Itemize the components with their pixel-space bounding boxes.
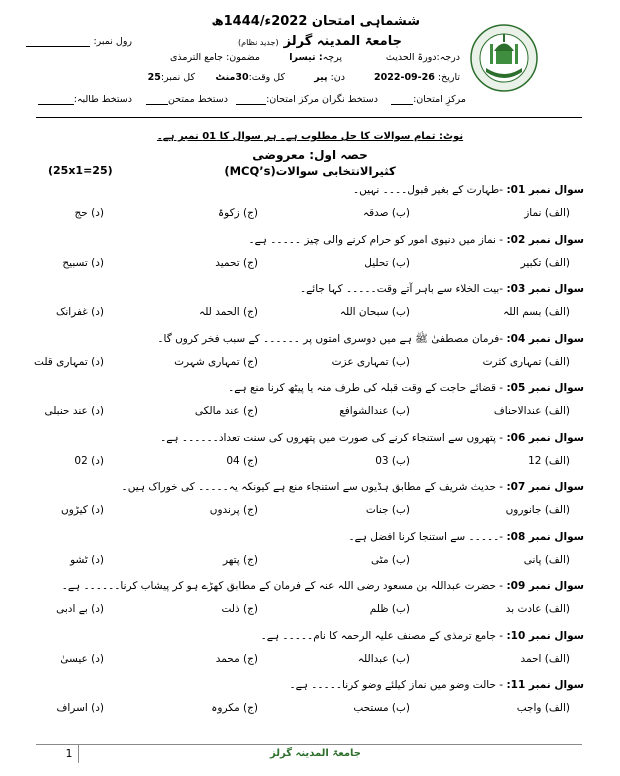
header-divider (36, 117, 582, 118)
options-row (56, 603, 570, 619)
instruction-note: نوٹ: تمام سوالات کا حل مطلوب ہے۔ ہر سوال کا 01 نمبر ہے۔ (156, 131, 464, 142)
option-a[interactable]: (الف) عادت بد (505, 603, 570, 615)
section-title: حصہ اول: معروضی (252, 148, 368, 162)
option-c[interactable]: (ج) زکوۃ (218, 207, 258, 219)
question-text: - پتھروں سے استنجاء کرنے کی صورت میں پتھروں کی سنت تعداد۔۔۔۔۔۔ ہے۔ (160, 431, 504, 444)
option-b[interactable]: (ب) تمہاری عزت (331, 355, 410, 368)
question-number: سوال نمبر 05: (506, 382, 584, 394)
options-row (60, 207, 570, 223)
option-d[interactable]: (د) عند حنبلی (44, 405, 104, 417)
options-row (60, 455, 570, 471)
option-b[interactable]: (ب) سبحان اللہ (339, 306, 410, 318)
center-field[interactable]: مرکزِ امتحان: (380, 94, 466, 105)
footer-school: جامعۃ المدینہ گرلز (270, 748, 361, 759)
option-d[interactable]: (د) عیسیٰ (60, 652, 104, 665)
page-number: 1 (60, 745, 79, 763)
subject-field: مضمون: جامع الترمذی (169, 52, 260, 63)
option-d[interactable]: (د) غفرانک (55, 306, 104, 318)
school-name-line (215, 30, 425, 49)
option-a[interactable]: (الف) جانوروں (505, 504, 570, 516)
roll-number-field[interactable] (22, 36, 132, 47)
options-row (60, 257, 570, 273)
exam-title: ششماہی امتحان 2022ء/1444ھ (211, 14, 420, 29)
options-row (55, 306, 570, 322)
question-text: -۔۔۔۔۔ سے استنجا کرنا افضل ہے۔ (348, 530, 504, 543)
option-c[interactable]: (ج) عند مالکی (194, 405, 258, 417)
question-number: سوال نمبر 04: (506, 332, 584, 345)
school-sub: (جدید نظام) (238, 38, 279, 47)
question-text: - قضائے حاجت کے وقت قبلہ کی طرف منہ یا پیٹھ کرنا منع ہے۔ (228, 382, 504, 394)
question-number: سوال نمبر 06: (506, 431, 584, 444)
option-d[interactable]: (د) ٹشو (70, 553, 104, 566)
question-text: - حضرت عبداللہ بن مسعود رضی اللہ عنہ کے فرمان کے مطابق کھڑے ہو کر پیشاب کرنا۔۔۔۔۔۔ ہے۔ (61, 580, 504, 592)
option-c[interactable]: (ج) پرندوں (209, 504, 258, 516)
footer-rule (36, 744, 582, 745)
question-text: - حدیث شریف کے مطابق ہڈیوں سے استنجاء منع ہے کیونکہ یہ۔۔۔۔۔ کی خوراک ہیں۔ (121, 481, 504, 493)
option-a[interactable]: (الف) واجب (516, 702, 570, 714)
option-b[interactable]: (ب) جنات (365, 504, 410, 516)
time-field: کل وقت:30منٹ (215, 72, 285, 83)
section-subtitle: کثیرالانتخابی سوالات(MCQ’s) (224, 164, 396, 178)
options-row (60, 504, 570, 520)
option-d[interactable]: (د) کیڑوں (61, 504, 104, 516)
question-4 (24, 333, 584, 348)
question-text: - حالت وضو میں نماز کیلئے وضو کرنا۔۔۔۔۔ ہے۔ (289, 679, 504, 691)
student-sign-field[interactable]: دستخط طالبہ: (22, 94, 132, 105)
option-d[interactable]: (د) اسراف (56, 702, 104, 714)
option-d[interactable]: (د) 02 (74, 454, 104, 467)
option-b[interactable]: (ب) ظلم (369, 603, 410, 615)
question-2 (24, 234, 584, 246)
day-field: دن: پیر (314, 72, 345, 83)
invigilator-sign-field[interactable]: دستخط ممتحن (142, 94, 228, 105)
question-3 (24, 283, 584, 295)
supervisor-sign-field[interactable]: دستخط نگران مرکز امتحان: (230, 94, 378, 105)
question-text: -طہارت کے بغیر قبول۔۔۔۔ نہیں۔ (352, 184, 504, 196)
option-a[interactable]: (الف) پانی (523, 553, 570, 566)
option-a[interactable]: (الف) بسم اللہ (503, 306, 570, 318)
question-number: سوال نمبر 03: (506, 283, 584, 295)
question-7 (24, 481, 584, 493)
question-text: -فرمان مصطفیٰ ﷺ ہے میں دوسری امتوں پر ۔۔۔۔۔۔ کے سبب فخر کروں گا۔ (157, 332, 504, 345)
option-c[interactable]: (ج) مکروہ (211, 702, 258, 714)
question-9 (24, 580, 584, 592)
option-b[interactable]: (ب) 03 (375, 454, 410, 467)
question-8 (24, 531, 584, 543)
options-row (60, 653, 570, 669)
paper-field: پرچہ: تیسرا (289, 52, 342, 63)
date-field: تاریخ: 26-09-2022 (374, 72, 460, 83)
question-number: سوال نمبر 08: (506, 530, 584, 543)
option-d[interactable]: (د) بے ادبی (56, 603, 104, 615)
option-a[interactable]: (الف) نماز (524, 207, 570, 219)
option-c[interactable]: (ج) 04 (226, 454, 258, 467)
option-a[interactable]: (الف) تکبیر (520, 256, 570, 269)
question-text: -بیت الخلاء سے باہر آتے وقت۔۔۔۔۔ کہا جائے۔ (300, 283, 504, 295)
class-field: درجہ:دورۃ الحدیث (385, 52, 460, 63)
option-b[interactable]: (ب) تحلیل (364, 256, 410, 269)
option-c[interactable]: (ج) ذلت (221, 603, 258, 615)
option-d[interactable]: (د) حج (74, 207, 104, 219)
marks-formula: (25x1=25) (48, 164, 113, 177)
question-6 (24, 432, 584, 444)
options-row (44, 405, 570, 421)
option-b[interactable]: (ب) عندالشوافع (339, 405, 410, 417)
options-row (56, 702, 570, 718)
option-d[interactable]: (د) تسبیح (62, 256, 104, 269)
option-c[interactable]: (ج) تحمید (215, 256, 258, 269)
option-c[interactable]: (ج) محمد (215, 652, 258, 665)
option-d[interactable]: (د) تمہاری قلت (34, 355, 104, 368)
question-number: سوال نمبر 11: (506, 679, 584, 691)
option-a[interactable]: (الف) 12 (528, 454, 570, 467)
school-logo (470, 24, 538, 92)
option-a[interactable]: (الف) احمد (520, 652, 570, 665)
option-b[interactable]: (ب) صدقہ (362, 207, 410, 219)
question-11 (24, 679, 584, 691)
options-row (60, 554, 570, 570)
option-b[interactable]: (ب) عبداللہ (357, 652, 410, 665)
question-text: - جامع ترمذی کے مصنف علیہ الرحمہ کا نام۔۔۔۔۔ ہے۔ (260, 629, 504, 642)
roll-label: رول نمبر: (93, 36, 132, 47)
option-c[interactable]: (ج) پتھر (222, 553, 258, 566)
option-a[interactable]: (الف) عندالاحناف (493, 405, 570, 417)
option-b[interactable]: (ب) مستحب (353, 702, 410, 714)
question-text: - نماز میں دنیوی امور کو حرام کرنے والی چیز ۔۔۔۔۔ ہے۔ (248, 233, 504, 246)
question-10 (24, 630, 584, 642)
option-a[interactable]: (الف) تمہاری کثرت (482, 355, 570, 368)
roll-line (26, 36, 90, 47)
question-number: سوال نمبر 01: (506, 184, 584, 196)
question-number: سوال نمبر 09: (506, 580, 584, 592)
question-number: سوال نمبر 07: (506, 481, 584, 493)
question-1 (24, 184, 584, 196)
school-name: جامعۃ المدینہ گرلز (283, 34, 402, 49)
marks-field: کل نمبر:25 (147, 72, 195, 83)
options-row (34, 355, 570, 372)
option-c[interactable]: (ج) تمہاری شہرت (174, 355, 258, 368)
option-b[interactable]: (ب) مٹی (371, 553, 410, 566)
question-number: سوال نمبر 02: (506, 233, 584, 246)
question-5 (24, 382, 584, 394)
question-number: سوال نمبر 10: (506, 629, 584, 642)
option-c[interactable]: (ج) الحمد للہ (199, 306, 258, 318)
